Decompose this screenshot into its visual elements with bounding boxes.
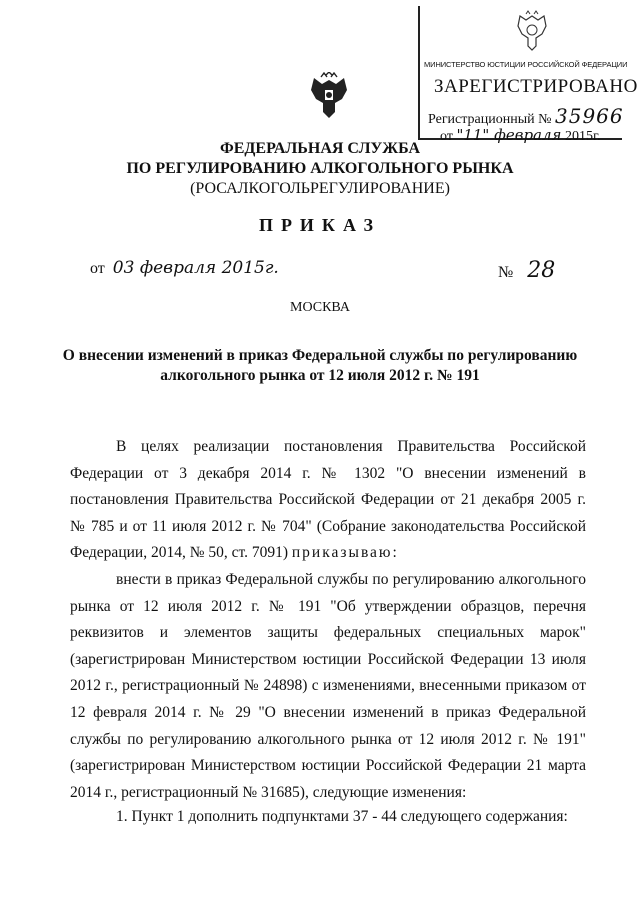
org-name-line1: ФЕДЕРАЛЬНАЯ СЛУЖБА: [220, 140, 420, 157]
stamp-registered-text: ЗАРЕГИСТРИРОВАНО: [434, 76, 638, 97]
coat-of-arms-icon: [512, 10, 552, 54]
stamp-date-handwritten: "11" февраля: [456, 126, 562, 144]
order-command: приказываю:: [291, 544, 399, 562]
order-number-label: №: [498, 264, 514, 281]
order-title: ПРИКАЗ: [258, 215, 382, 235]
stamp-date-year: 2015г.: [564, 129, 601, 144]
stamp-date-prefix: от: [440, 129, 453, 144]
stamp-ministry-text: МИНИСТЕРСТВО ЮСТИЦИИ РОССИЙСКОЙ ФЕДЕРАЦИИ: [424, 60, 628, 69]
order-date-prefix: от: [90, 260, 105, 277]
order-number-handwritten: 28: [527, 258, 556, 283]
org-name-line2: ПО РЕГУЛИРОВАНИЮ АЛКОГОЛЬНОГО РЫНКА: [126, 160, 514, 177]
stamp-reg-number: 35966: [555, 104, 624, 128]
body-paragraph-3: 1. Пункт 1 дополнить подпунктами 37 - 44 следующего содержания:: [116, 808, 568, 825]
paragraph-1-text: В целях реализации постановления Правительства Российской Федерации от 3 декабря 2014 г. № 1302 "О внесении изменений в постановления Правительства Российской Федерации от 21 декабря 2005 г. № 785 и от 11 июля 2012 г. № 704" (Собрание законодательства Российской Федерации, 2014, № 50, ст. 7091): [70, 438, 586, 562]
registration-stamp: [418, 6, 638, 144]
order-subject: О внесении изменений в приказ Федеральной службы по регулированию алкогольного рынка от 12 июля 2012 г. № 191: [62, 347, 578, 384]
body-paragraph-1: [70, 434, 586, 567]
double-headed-eagle-icon: [306, 72, 352, 120]
stamp-reg-label: Регистрационный №: [428, 112, 552, 127]
order-date-handwritten: 03 февраля 2015г.: [112, 258, 279, 278]
order-number: [498, 258, 555, 283]
body-paragraph-2: внести в приказ Федеральной службы по регулированию алкогольного рынка от 12 июля 2012 г. № 191 "Об утверждении образцов, перечня реквизитов и элементов защиты федеральных специальных марок" (зарегистрирован Министерством юстиции Российской Федерации 13 июля 2012 г., регистрационный № 24898) с изменениями, внесенными приказом от 12 февраля 2014 г. № 29 "О внесении изменений в приказ Федеральной службы по регулированию алкогольного рынка от 12 июля 2012 г. № 191" (зарегистрирован Министерством юстиции Российской Федерации 21 марта 2014 г., регистрационный № 31685), следующие изменения:: [70, 571, 586, 801]
org-name-line3: (РОСАЛКОГОЛЬРЕГУЛИРОВАНИЕ): [190, 180, 450, 197]
order-city: МОСКВА: [290, 300, 350, 315]
order-date: [90, 258, 283, 278]
stamp-registration-number: [428, 104, 624, 128]
